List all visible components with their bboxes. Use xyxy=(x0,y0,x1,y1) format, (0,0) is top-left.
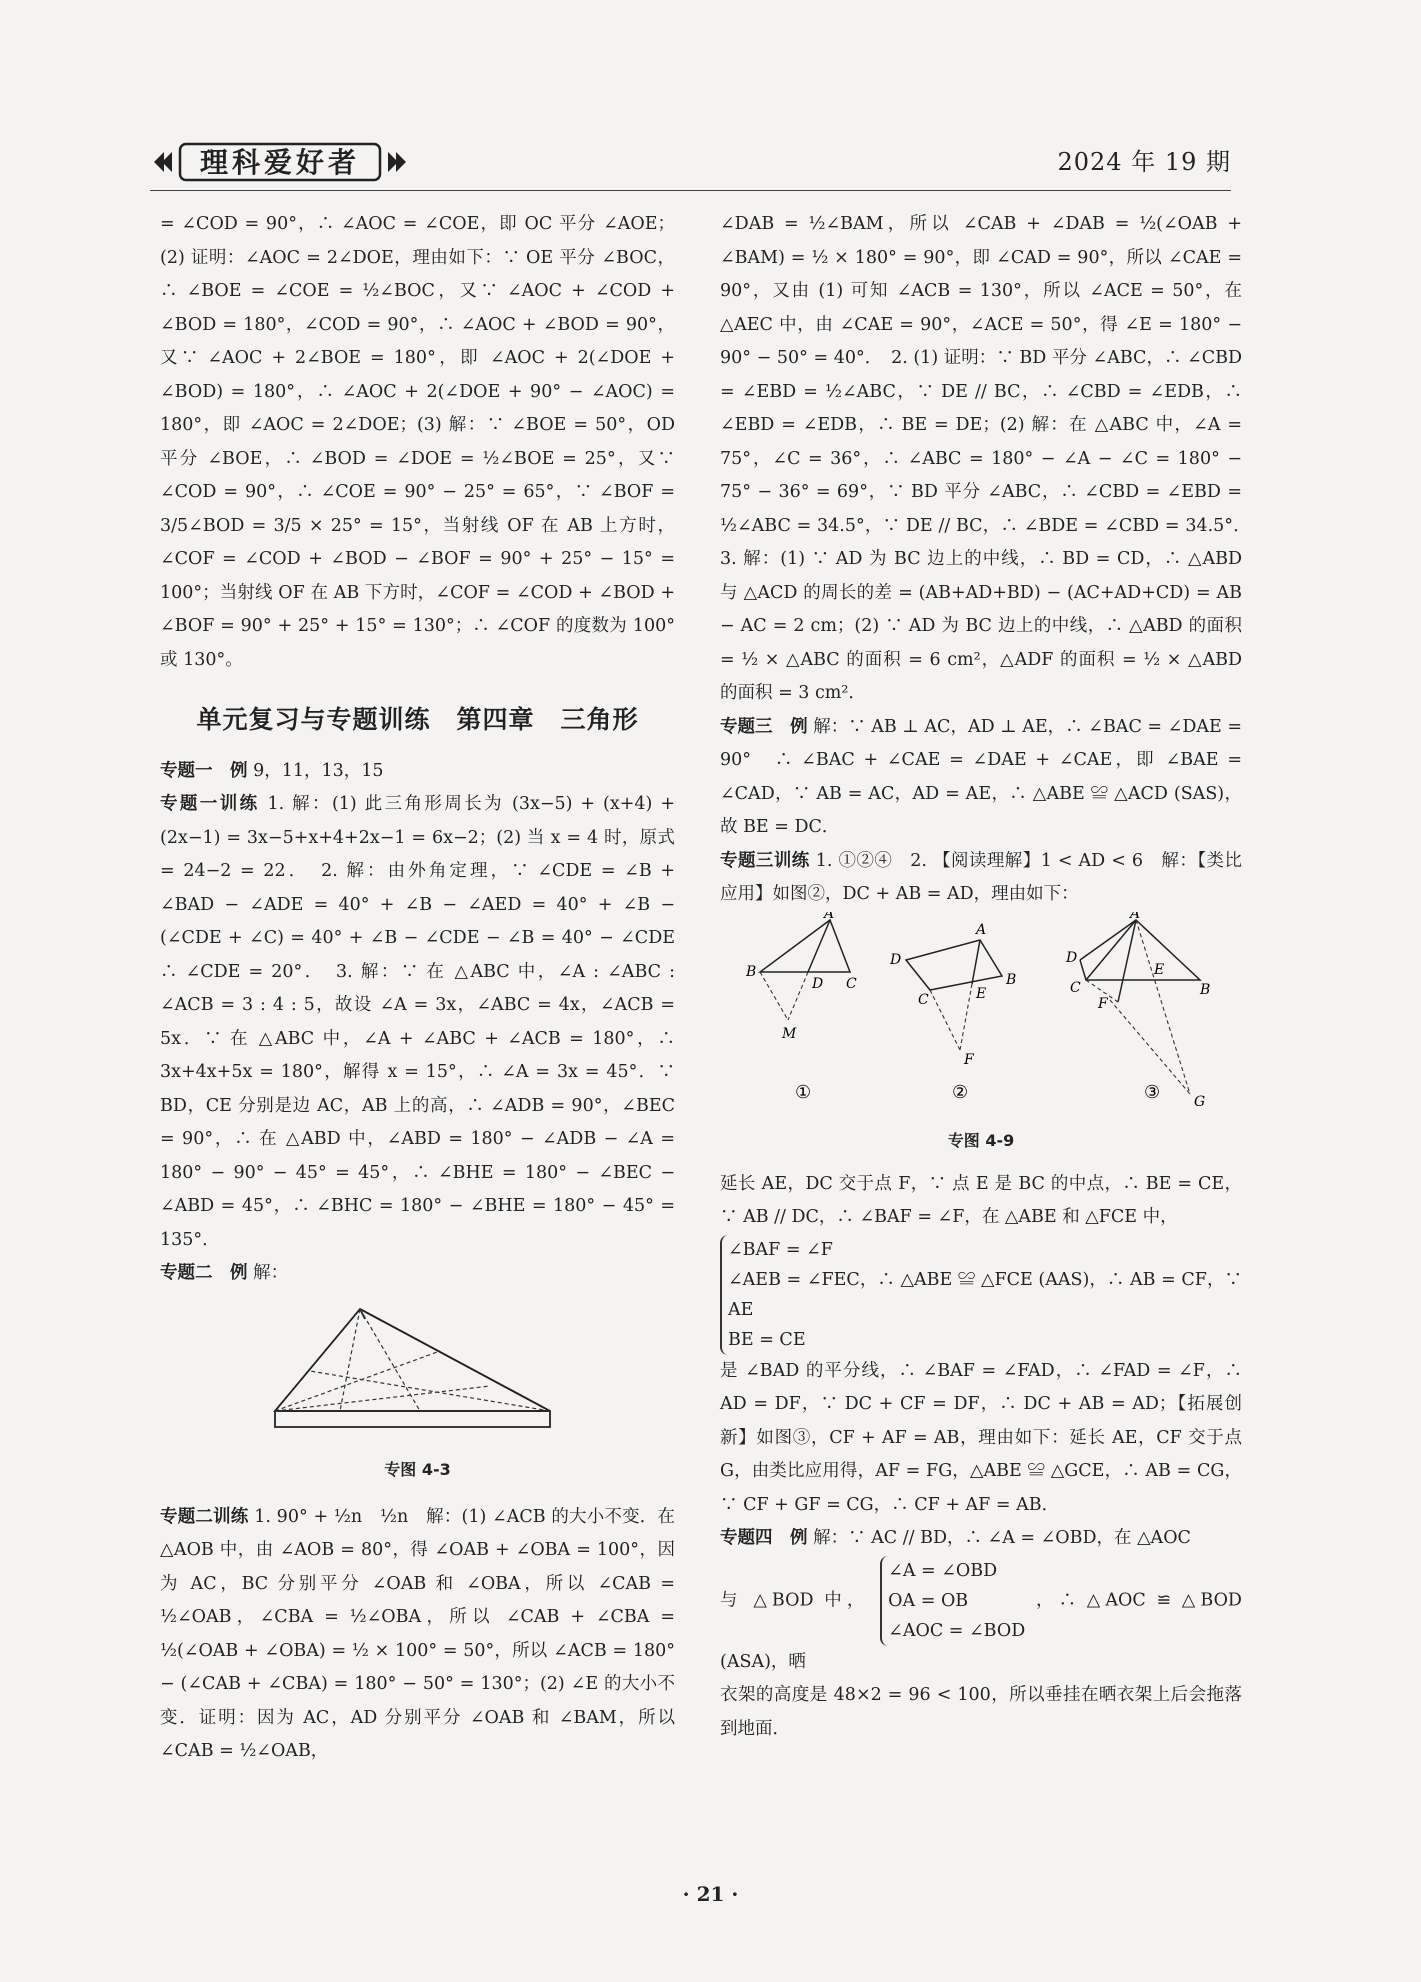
f2-label-c: C xyxy=(918,991,929,1008)
logo-text: 理科爱好者 xyxy=(199,146,361,179)
f3-label-b: B xyxy=(1200,981,1211,998)
section-title: 单元复习与专题训练 第四章 三角形 xyxy=(196,705,639,734)
congruence-brace-2 xyxy=(880,1556,1025,1646)
left-column xyxy=(160,208,693,1769)
issue-label: 2024 年 19 期 xyxy=(1057,148,1231,176)
topic3-example xyxy=(720,711,1242,845)
f1-label-d: D xyxy=(812,975,824,992)
topic4-label: 专题四 例 xyxy=(720,1528,808,1548)
f3-label-g: G xyxy=(1194,1093,1206,1110)
topic4-example xyxy=(720,1522,1242,1556)
topic2-training-text: 1. 90° + ½n ½n 解：(1) ∠ACB 的大小不变．在 △AOB 中，由 ∠AOB = 80°，得 ∠OAB + ∠OBA = 100°，因为 AC，BC 分别平分 ∠OAB 和 ∠OBA，所以 ∠CAB = ½∠OAB，∠CBA = ½∠OBA，所以 ∠CAB + ∠CBA = ½(∠OAB + ∠OBA) = ½ × 100° = 50°，所以 ∠ACB = 180° − (∠CAB + ∠CBA) = 180° − 50° = 130°；(2) ∠E 的大小不变．证明：因为 AC，AD 分别平分 ∠OAB 和 ∠BAM，所以 ∠CAB = ½∠OAB， xyxy=(160,1506,675,1761)
f3-label-f: F xyxy=(1098,995,1108,1012)
topic1-training xyxy=(160,788,693,1257)
f3-label-a: A xyxy=(1130,911,1141,922)
figure-4-9 xyxy=(720,912,1242,1112)
figure-4-3 xyxy=(160,1291,675,1441)
topic2-example xyxy=(160,1257,675,1291)
topic3-text: 解：∵ AB ⊥ AC，AD ⊥ AE，∴ ∠BAC = ∠DAE = 90° ∴ ∠BAC + ∠CAE = ∠DAE + ∠CAE，即 ∠BAE = ∠CAD，∵ AB = AC，AD = AE，∴ △ABE ≌ △ACD (SAS)，故 BE = DC． xyxy=(720,716,1243,837)
topic1-example xyxy=(160,755,675,789)
topic1-training-label: 专题一训练 xyxy=(160,794,260,814)
brace1-line-1: ∠BAF = ∠F xyxy=(728,1239,833,1260)
f1-label-a: A xyxy=(824,911,835,922)
topic1-training-text: 1. 解：(1) 此三角形周长为 (3x−5) + (x+4) + (2x−1) = 3x−5+x+4+2x−1 = 6x−2；(2) 当 x = 4 时，原式 = 24−2 = 22． 2. 解：由外角定理，∵ ∠CDE = ∠B + ∠BAD − ∠ADE = 40° + ∠B − ∠AED = 40° + ∠B − (∠CDE + ∠C) = 40° + ∠B − ∠CDE − ∠B = 40° − ∠CDE ∴ ∠CDE = 20°． 3. 解：∵ 在 △ABC 中，∠A : ∠ABC : ∠ACB = 3 : 4 : 5，故设 ∠A = 3x，∠ABC = 4x，∠ACB = 5x．∵ 在 △ABC 中，∠A + ∠ABC + ∠ACB = 180°，∴ 3x+4x+5x = 180°，解得 x = 15°，∴ ∠A = 3x = 45°．∵ BD，CE 分别是边 AC，AB 上的高，∴ ∠ADB = 90°，∠BEC = 90°，∴ 在 △ABD 中，∠ABD = 180° − ∠ADB − ∠A = 180° − 90° − 45° = 45°，∴ ∠BHE = 180° − ∠BEC − ∠ABD = 45°，∴ ∠BHC = 180° − ∠BHE = 180° − 45° = 135°． xyxy=(160,794,693,1250)
f3-number: ③ xyxy=(1144,1081,1161,1103)
f2-label-a: A xyxy=(976,921,987,938)
brace2-line-3: ∠AOC = ∠BOD xyxy=(888,1620,1026,1641)
left-paragraph-1: = ∠COD = 90°，∴ ∠AOC = ∠COE，即 OC 平分 ∠AOE；(2) 证明：∠AOC = 2∠DOE，理由如下：∵ OE 平分 ∠BOC，∴ ∠BOE = ∠COE = ½∠BOC，又∵ ∠AOC + ∠COD + ∠BOD = 180°，∠COD = 90°，∴ ∠AOC + ∠BOD = 90°，又∵ ∠AOC + 2∠BOE = 180°，即 ∠AOC + 2(∠DOE + ∠BOD) = 180°，∴ ∠AOC + 2(∠DOE + 90° − ∠AOC) = 180°，即 ∠AOC = 2∠DOE；(3) 解：∵ ∠BOE = 50°，OD 平分 ∠BOE，∴ ∠BOD = ∠DOE = ½∠BOE = 25°，又∵ ∠COD = 90°，∴ ∠COE = 90° − 25° = 65°，∵ ∠BOF = 3/5∠BOD = 3/5 × 25° = 15°，当射线 OF 在 AB 上方时，∠COF = ∠COD + ∠BOD − ∠BOF = 90° + 25° − 15° = 100°；当射线 OF 在 AB 下方时，∠COF = ∠COD + ∠BOD + ∠BOF = 90° + 25° + 15° = 130°；∴ ∠COF 的度数为 100° 或 130°。 xyxy=(160,214,675,670)
f1-label-m: M xyxy=(782,1025,797,1042)
brace2-suffix: ，∴ △AOC ≌ △BOD (ASA)，晒 xyxy=(720,1590,1242,1672)
brace1-line-2: ∠AEB = ∠FEC，∴ △ABE ≌ △FCE (AAS)，∴ AB = CF，∵ AE xyxy=(728,1269,1242,1320)
figure-4-9-part-1 xyxy=(745,912,857,1103)
topic2-training xyxy=(160,1501,675,1769)
brace2-line-2: OA = OB xyxy=(888,1590,969,1611)
magazine-logo xyxy=(150,140,420,184)
f1-label-b: B xyxy=(746,963,757,980)
f1-label-c: C xyxy=(846,975,857,992)
f2-label-f: F xyxy=(964,1051,974,1068)
right-column xyxy=(720,208,1260,1746)
figure-4-9-part-2 xyxy=(889,922,1016,1103)
congruence-brace-1 xyxy=(720,1235,1242,1355)
topic2-text: 解： xyxy=(253,1263,289,1283)
brace2-line-1: ∠A = ∠OBD xyxy=(888,1560,998,1581)
f2-number: ② xyxy=(952,1081,969,1103)
topic3-training-text: 1. ①②④ 2. 【阅读理解】1 < AD < 6 解：【类比应用】如图②，DC + AB = AD，理由如下： xyxy=(720,850,1242,904)
f2-label-e: E xyxy=(976,985,987,1002)
f3-label-c: C xyxy=(1070,979,1081,996)
topic3-training-label: 专题三训练 xyxy=(720,850,810,871)
figure-4-3-caption: 专图 4-3 xyxy=(384,1460,451,1479)
f3-label-e: E xyxy=(1154,961,1165,978)
f1-number: ① xyxy=(795,1081,812,1103)
topic1-label: 专题一 例 xyxy=(160,760,248,781)
right-paragraph-1: ∠DAB = ½∠BAM，所以 ∠CAB + ∠DAB = ½(∠OAB + ∠BAM) = ½ × 180° = 90°，即 ∠CAD = 90°，所以 ∠CAE = 90°，又由 (1) 可知 ∠ACB = 130°，所以 ∠ACE = 50°，在 △AEC 中，由 ∠CAE = 90°，∠ACE = 50°，得 ∠E = 180° − 90° − 50° = 40°． 2. (1) 证明：∵ BD 平分 ∠ABC，∴ ∠CBD = ∠EBD = ½∠ABC，∵ DE // BC，∴ ∠CBD = ∠EDB，∴ ∠EBD = ∠EDB，∴ BE = DE；(2) 解：在 △ABC 中，∠A = 75°，∠C = 36°，∴ ∠ABC = 180° − ∠A − ∠C = 180° − 75° − 36° = 69°，∵ BD 平分 ∠ABC，∴ ∠CBD = ∠EBD = ½∠ABC = 34.5°，∵ DE // BC，∴ ∠BDE = ∠CBD = 34.5°． 3. 解：(1) ∵ AD 为 BC 边上的中线，∴ BD = CD，∴ △ABD 与 △ACD 的周长的差 = (AB+AD+BD) − (AC+AD+CD) = AB − AC = 2 cm；(2) ∵ AD 为 BC 边上的中线，∴ △ABD 的面积 = ½ × △ABC 的面积 = 6 cm²，△ADF 的面积 = ½ × △ABD 的面积 = 3 cm²． xyxy=(720,214,1260,703)
f2-label-b: B xyxy=(1006,971,1017,988)
topic1-text: 9，11，13，15 xyxy=(253,760,384,781)
brace1-line-3: BE = CE xyxy=(728,1329,806,1350)
f3-label-d: D xyxy=(1066,949,1078,966)
right-paragraph-4: 衣架的高度是 48×2 = 96 < 100，所以垂挂在晒衣架上后会拖落到地面． xyxy=(720,1685,1242,1739)
right-paragraph-3: 是 ∠BAD 的平分线，∴ ∠BAF = ∠FAD，∴ ∠FAD = ∠F，∴ AD = DF，∵ DC + CF = DF，∴ DC + AB = AD；【拓展创新】如图③，CF + AF = AB，理由如下：延长 AE，CF 交于点 G，由类比应用得，AF = FG，△ABE ≌ △GCE，∴ AB = CG，∵ CF + GF = CG，∴ CF + AF = AB． xyxy=(720,1360,1242,1515)
header-rule xyxy=(150,190,1231,191)
topic4-congruence xyxy=(720,1556,1242,1680)
topic3-training xyxy=(720,845,1242,912)
page-number: · 21 · xyxy=(682,1882,739,1906)
topic2-label: 专题二 例 xyxy=(160,1263,248,1283)
figure-4-9-caption: 专图 4-9 xyxy=(947,1131,1015,1150)
topic2-training-label: 专题二训练 xyxy=(160,1506,249,1527)
topic3-label: 专题三 例 xyxy=(720,716,808,737)
brace2-prefix: 与 △BOD 中， xyxy=(720,1590,870,1610)
f2-label-d: D xyxy=(890,951,902,968)
figure-4-9-part-3 xyxy=(1065,912,1210,1110)
topic4-text: 解：∵ AC // BD，∴ ∠A = ∠OBD，在 △AOC xyxy=(813,1528,1191,1548)
right-paragraph-2: 延长 AE，DC 交于点 F，∵ 点 E 是 BC 的中点，∴ BE = CE，∵ AB // DC，∴ ∠BAF = ∠F，在 △ABE 和 △FCE 中， xyxy=(720,1173,1242,1227)
